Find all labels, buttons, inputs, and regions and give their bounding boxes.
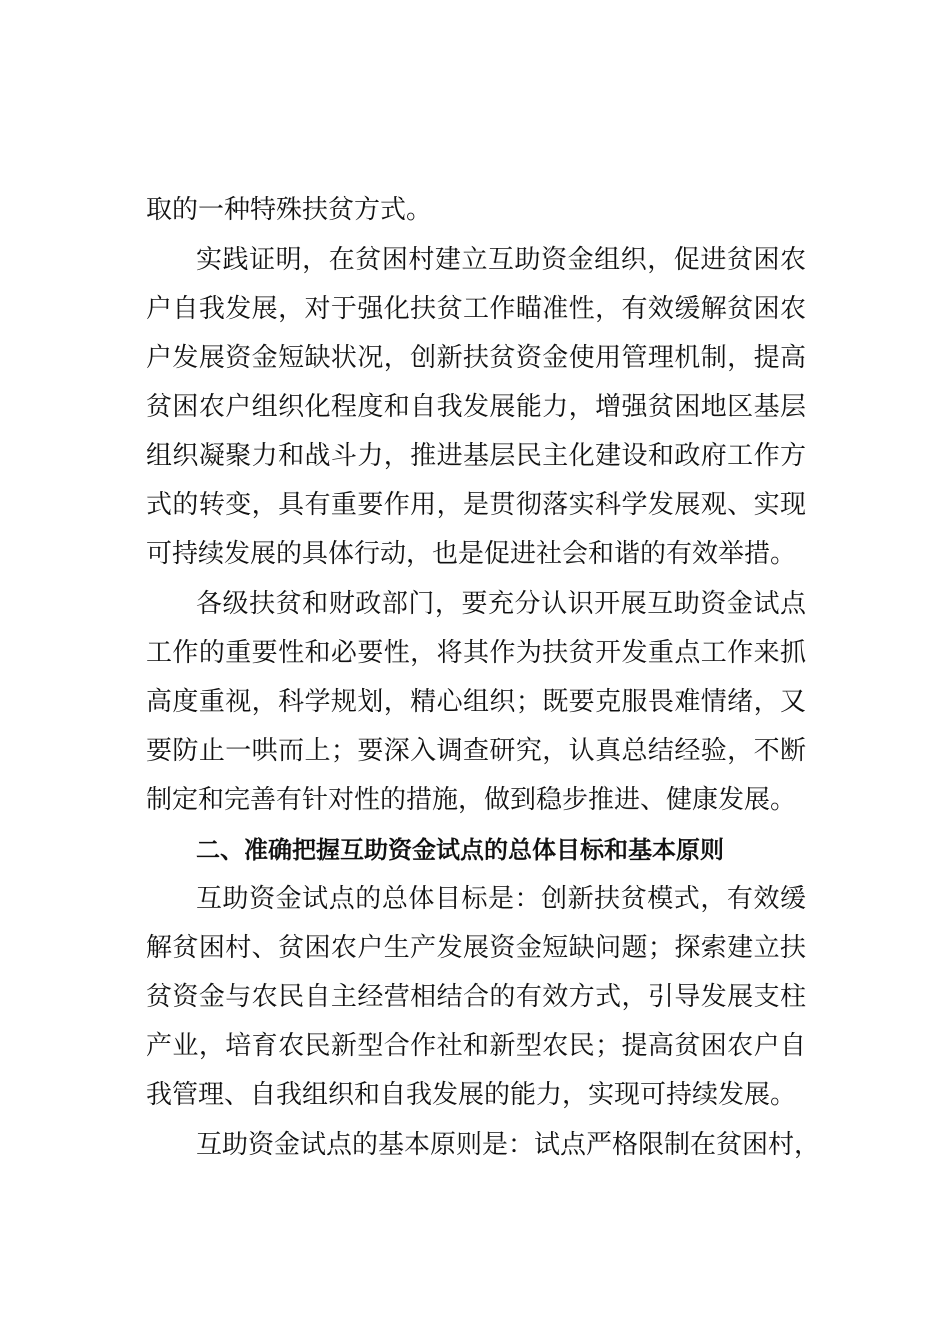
text-line: 工作的重要性和必要性，将其作为扶贫开发重点工作来抓 <box>146 638 806 668</box>
text-line: 制定和完善有针对性的措施，做到稳步推进、健康发展。 <box>146 785 797 815</box>
text-line: 实践证明，在贫困村建立互助资金组织，促进贫困农 <box>196 245 806 275</box>
text-line: 户发展资金短缺状况，创新扶贫资金使用管理机制，提高 <box>146 343 806 373</box>
text-line: 产业，培育农民新型合作社和新型农民；提高贫困农户自 <box>146 1031 806 1061</box>
text-line: 要防止一哄而上；要深入调查研究，认真总结经验，不断 <box>146 736 806 766</box>
text-line: 组织凝聚力和战斗力，推进基层民主化建设和政府工作方 <box>146 441 806 471</box>
text-line: 解贫困村、贫困农户生产发展资金短缺问题；探索建立扶 <box>146 933 806 963</box>
text-line: 户自我发展，对于强化扶贫工作瞄准性，有效缓解贫困农 <box>146 294 806 324</box>
text-line: 可持续发展的具体行动，也是促进社会和谐的有效举措。 <box>146 539 797 569</box>
text-line: 贫资金与农民自主经营相结合的有效方式，引导发展支柱 <box>146 982 806 1012</box>
text-line: 贫困农户组织化程度和自我发展能力，增强贫困地区基层 <box>146 392 806 422</box>
text-line: 我管理、自我组织和自我发展的能力，实现可持续发展。 <box>146 1080 797 1110</box>
text-line: 各级扶贫和财政部门，要充分认识开展互助资金试点 <box>196 589 806 619</box>
section-heading: 二、准确把握互助资金试点的总体目标和基本原则 <box>196 836 724 864</box>
text-line: 互助资金试点的总体目标是：创新扶贫模式，有效缓 <box>196 884 806 914</box>
text-line: 互助资金试点的基本原则是：试点严格限制在贫困村， <box>196 1130 821 1160</box>
text-line: 高度重视，科学规划，精心组织；既要克服畏难情绪，又 <box>146 687 806 717</box>
text-line: 式的转变，具有重要作用，是贯彻落实科学发展观、实现 <box>146 490 806 520</box>
text-line: 取的一种特殊扶贫方式。 <box>146 195 433 225</box>
